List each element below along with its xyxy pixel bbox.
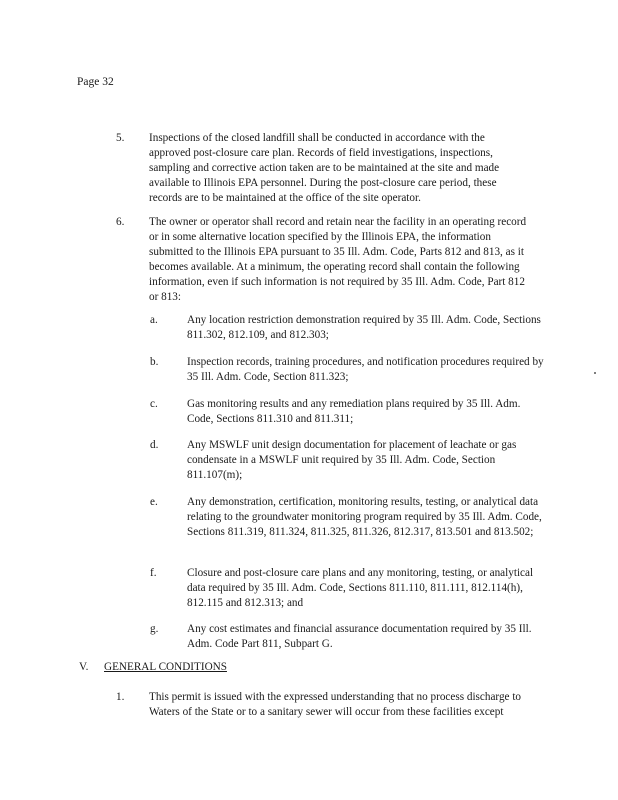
item-text: The owner or operator shall record and retain near the facility in an operating record or in some alternative location specified by the Illinois EPA, the information submitted to the Illinois EPA pursuant to 35 Ill. Adm. Code, Parts 812 and 813, as it becomes available. At a minimum, the operating record shall contain the following information, even if such information is not required by 35 Ill. Adm. Code, Part 812 or 813: [149, 216, 527, 303]
item-text: Inspections of the closed landfill shall be conducted in accordance with the approved post-closure care plan. Records of field investigations, inspections, sampling and corrective action taken are to be maintained at the site and made available to Illinois EPA personnel. During the post-closure care period, these records are to be maintained at the office of the site operator. [149, 132, 500, 204]
subitem-letter: a. [150, 314, 158, 326]
item-text: This permit is issued with the expressed understanding that no process discharge to Waters of the State or to a sanitary sewer will occur from these facilities except [149, 691, 522, 718]
item-number: 5. [116, 132, 125, 144]
subitem-letter: e. [150, 496, 158, 508]
page-number: Page 32 [77, 76, 114, 88]
subitem-text: Gas monitoring results and any remediation plans required by 35 Ill. Adm. Code, Sections 811.310 and 811.311; [187, 398, 521, 425]
condition-item-6 [116, 215, 546, 303]
subitem-letter: d. [150, 439, 159, 451]
section-title: GENERAL CONDITIONS [104, 661, 227, 673]
subitem-text: Any demonstration, certification, monitoring results, testing, or analytical data relating to the groundwater monitoring program required by 35 Ill. Adm. Code, Sections 811.319, 811.324, 811.325, 811.326, 812.317, 813.501 and 813.502; [187, 496, 542, 538]
subitem-text: Closure and post-closure care plans and any monitoring, testing, or analytical data required by 35 Ill. Adm. Code, Sections 811.110, 811.111, 812.114(h), 812.115 and 812.313; and [187, 567, 534, 609]
condition-item-5 [116, 131, 546, 204]
subitem-letter: g. [150, 623, 159, 635]
subitem-text: Inspection records, training procedures, and notification procedures required by 35 Ill. Adm. Code, Section 811.323; [187, 356, 544, 383]
subitem-letter: b. [150, 356, 159, 368]
section-numeral: V. [79, 661, 89, 673]
subitem-text: Any MSWLF unit design documentation for placement of leachate or gas condensate in a MSWLF unit required by 35 Ill. Adm. Code, Section 811.107(m); [187, 439, 517, 481]
item-number: 1. [116, 691, 125, 703]
subitem-text: Any cost estimates and financial assurance documentation required by 35 Ill. Adm. Code Part 811, Subpart G. [187, 623, 532, 650]
scan-speck [594, 372, 596, 374]
subitem-text: Any location restriction demonstration required by 35 Ill. Adm. Code, Sections 811.302, 812.109, and 812.303; [187, 314, 541, 341]
subitem-letter: f. [150, 567, 157, 579]
subitem-letter: c. [150, 398, 158, 410]
item-number: 6. [116, 216, 125, 228]
